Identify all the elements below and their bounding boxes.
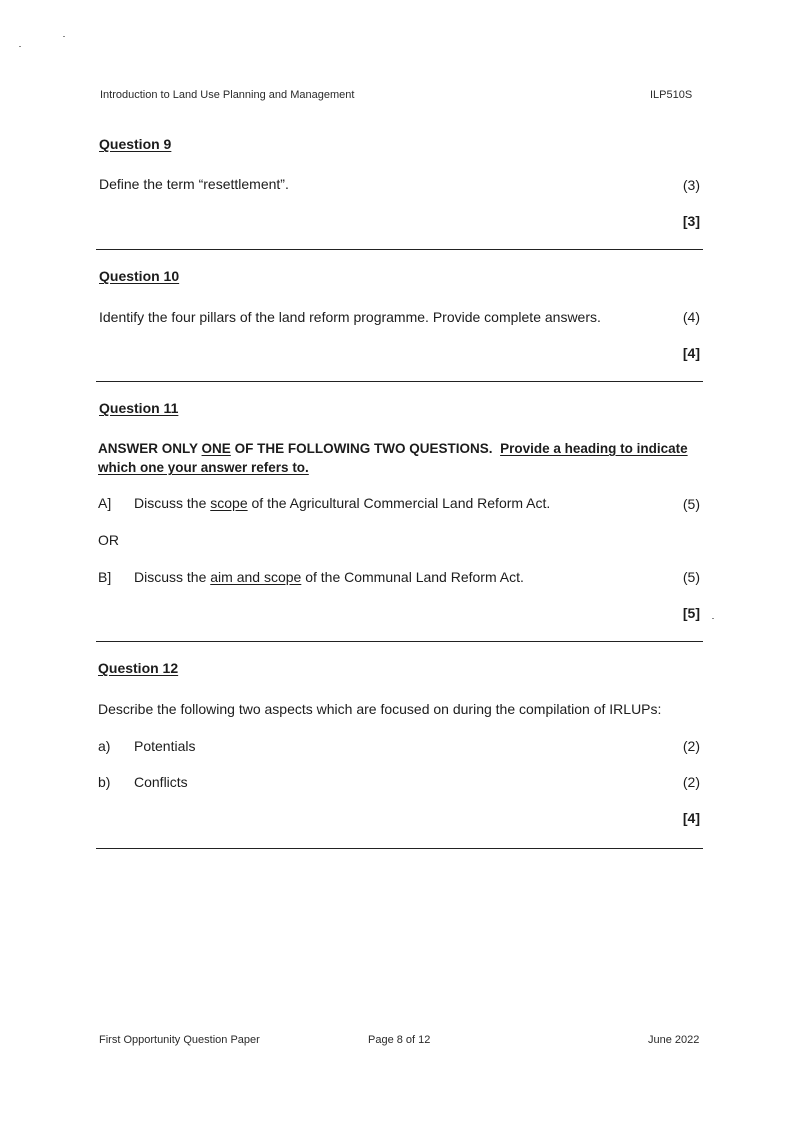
item-a-mark: (2) [682,738,700,754]
item-b-label: b) [98,774,111,790]
item-b-mark: (2) [682,774,700,790]
header-course-code: ILP510S [650,89,693,101]
item-b-text: Conflicts [134,774,188,790]
footer-date: June 2022 [648,1034,700,1046]
question-12-total: [4] [682,810,700,826]
option-b-pre: Discuss the [134,569,211,585]
option-b-label: B] [98,569,112,585]
question-9-mark: (3) [682,177,700,193]
instruction-part-1: ANSWER ONLY [98,441,198,456]
scan-speck [712,618,714,619]
or-label: OR [98,532,119,548]
question-11-total: [5] [682,605,700,621]
option-b-text [134,569,524,585]
question-10-text: Identify the four pillars of the land reform programme. Provide complete answers. [99,309,601,325]
option-a-label: A] [98,495,112,511]
header-course-title: Introduction to Land Use Planning and Management [100,89,355,101]
section-divider [96,641,703,642]
option-a-post: of the Agricultural Commercial Land Reform Act. [247,495,551,511]
option-b-post: of the Communal Land Reform Act. [301,569,524,585]
option-a-pre: Discuss the [134,495,211,511]
question-11-title: Question 11 [99,400,179,416]
footer-left: First Opportunity Question Paper [99,1034,260,1046]
question-12-text: Describe the following two aspects which are focused on during the compilation of IRLUPs: [98,701,662,717]
section-divider [96,249,703,250]
scan-speck [63,36,65,37]
question-12-title: Question 12 [98,660,179,676]
question-9-total: [3] [682,213,700,229]
question-10-total: [4] [682,345,700,361]
instruction-part-2: ONE [201,441,231,456]
question-9-text: Define the term “resettlement”. [99,176,289,192]
footer-page-number: Page 8 of 12 [368,1034,431,1046]
option-a-mark: (5) [682,496,700,512]
option-a-text [134,495,550,511]
item-a-label: a) [98,738,111,754]
instruction-part-3: OF THE FOLLOWING TWO QUESTIONS. [234,441,493,456]
section-divider [96,848,703,849]
question-11-instruction [98,439,704,477]
question-10-mark: (4) [682,309,700,325]
question-10-title: Question 10 [99,268,180,284]
question-9-title: Question 9 [99,136,172,152]
scan-speck [19,46,21,47]
item-a-text: Potentials [134,738,196,754]
section-divider [96,381,703,382]
option-b-mark: (5) [682,569,700,585]
instruction-part-4: Provide a heading to indicate which one your answer refers to. [98,441,688,475]
option-a-underlined: scope [210,495,248,511]
option-b-underlined: aim and scope [210,569,302,585]
